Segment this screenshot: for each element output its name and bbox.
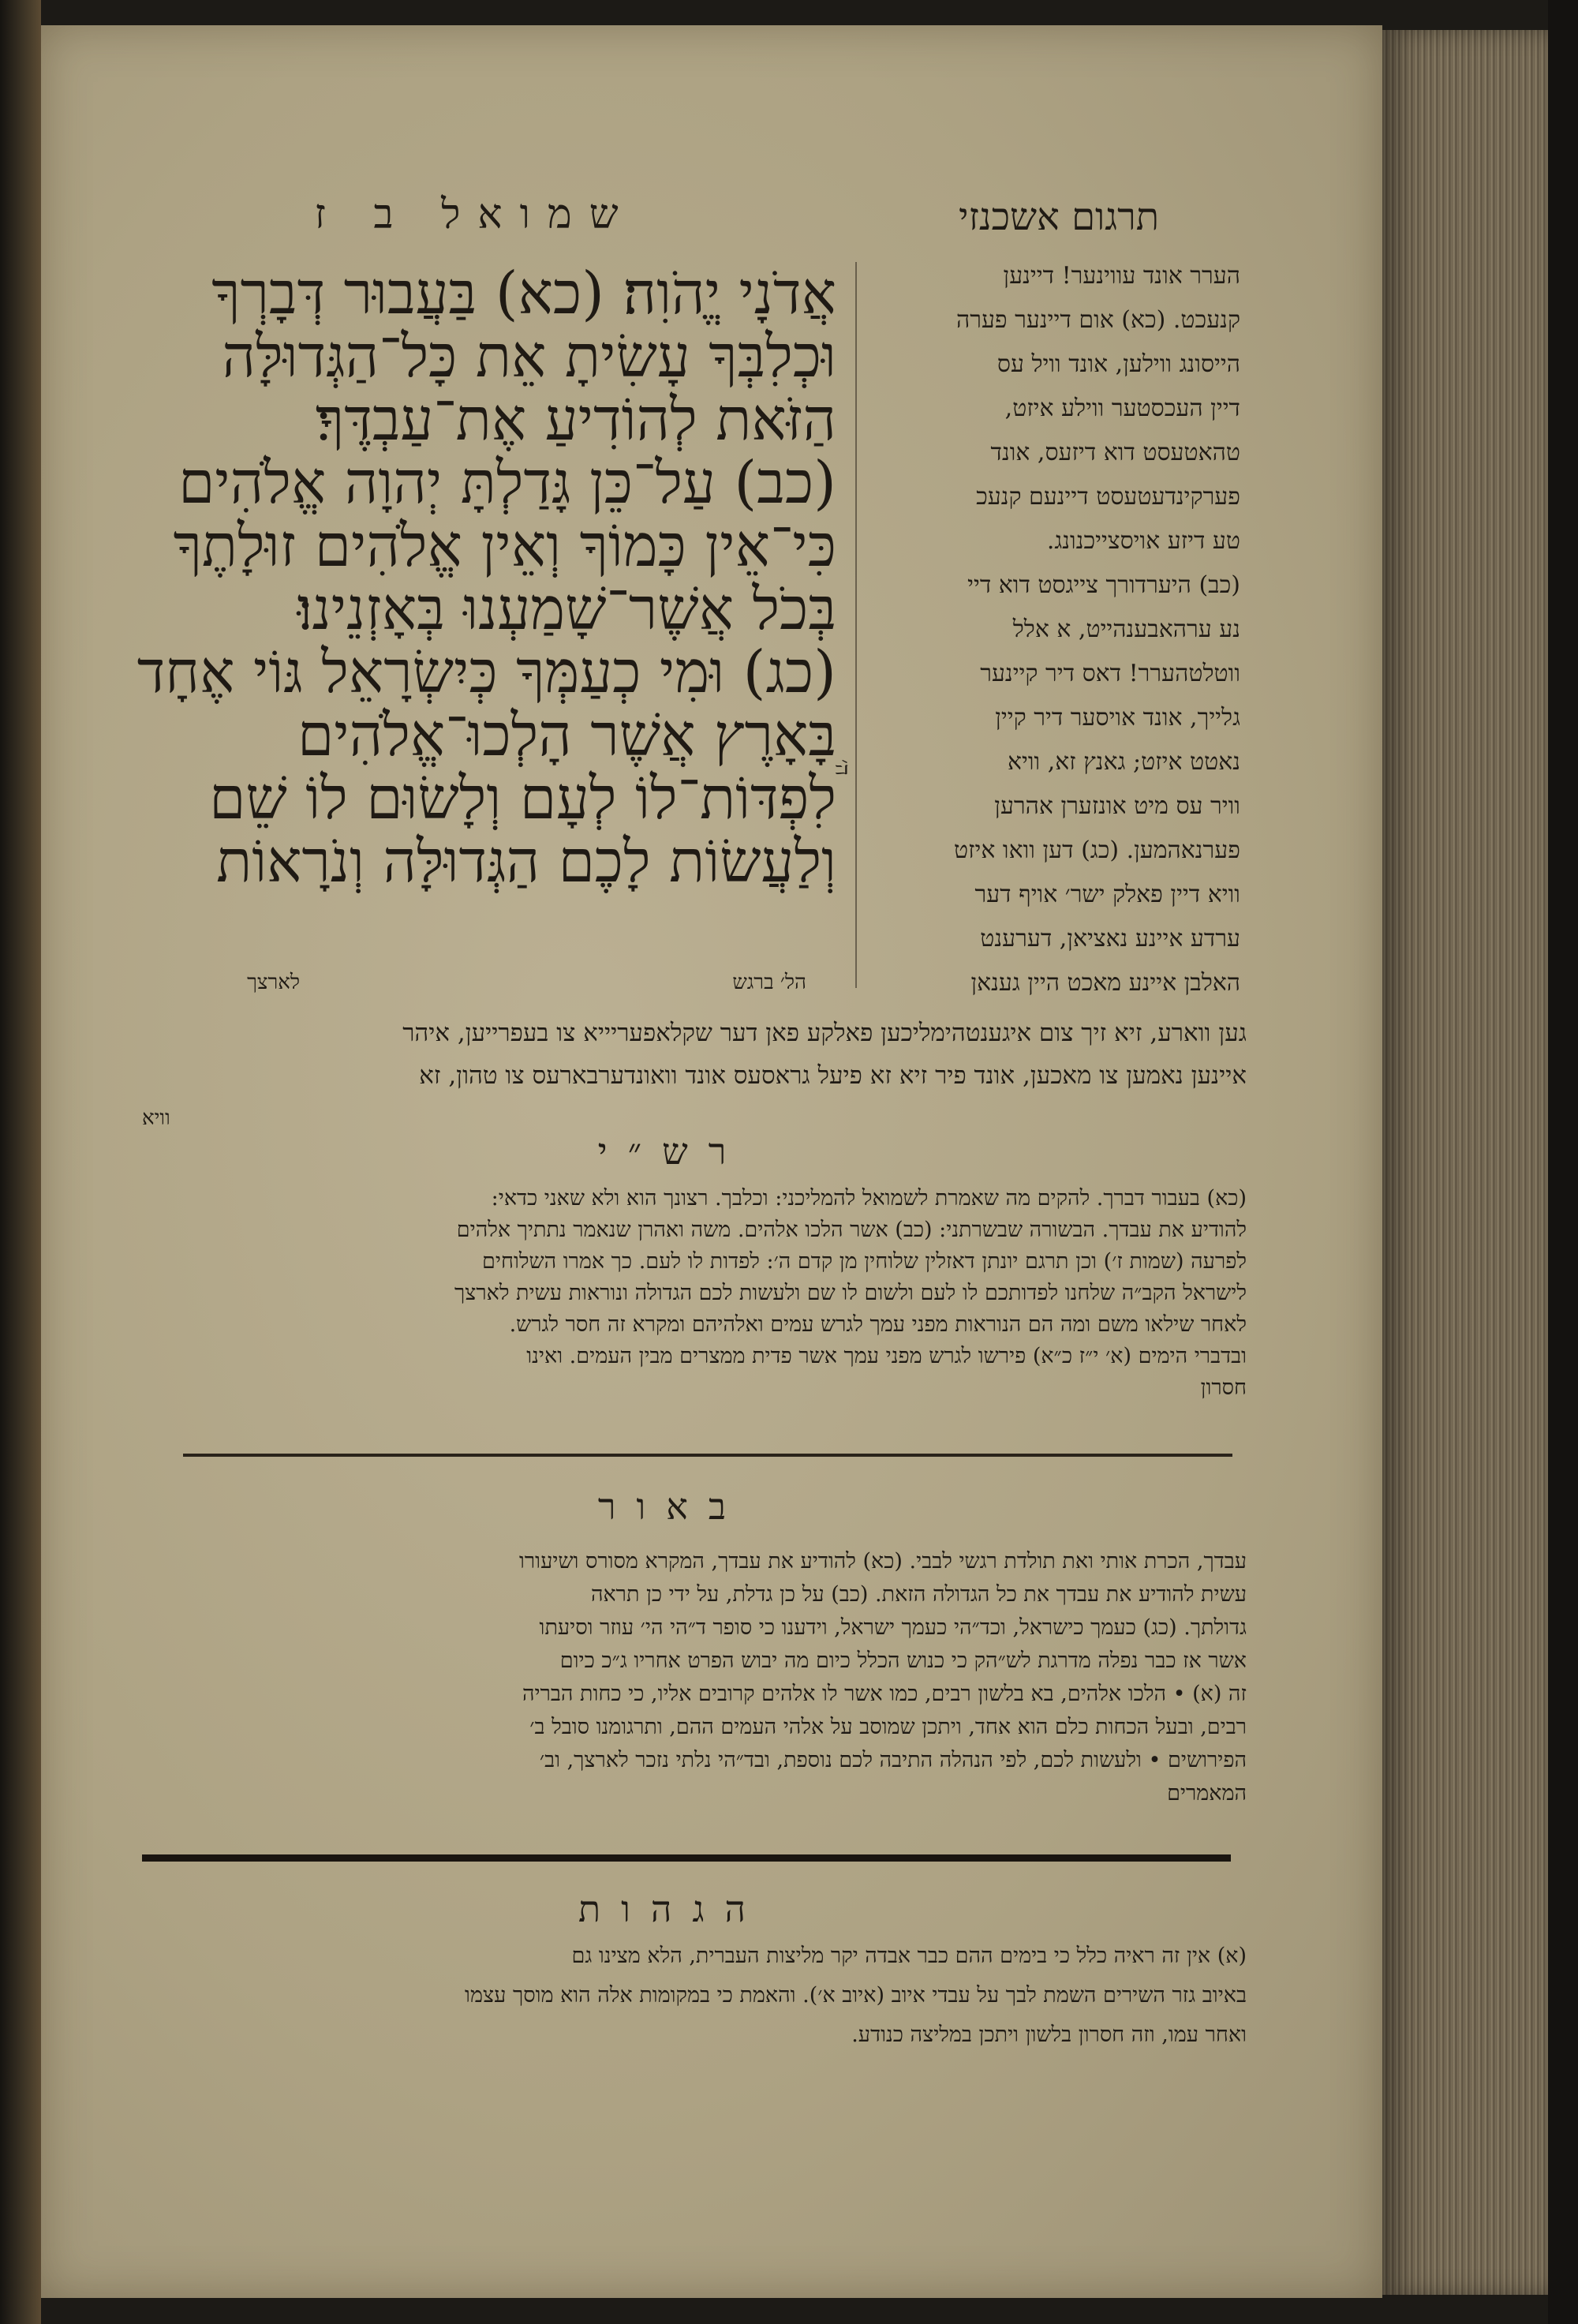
hagahot-line: (א) אין זה ראיה כלל כי בימים ההם כבר אבדה יקר מליצות העברית, הלא מצינו גם <box>571 1944 1247 1968</box>
biur-line: עשית להודיע את עבדך את כל הגדולה הזאת. (כב) על כן גדלת, על ידי כן תראה <box>590 1582 1247 1607</box>
rashi-line: ובדברי הימים (א׳ י״ז כ״א) פירשו לגרש מפני עמך אשר פדית ממצרים מבין העמים. ואינו <box>526 1344 1247 1368</box>
column-divider <box>855 262 857 988</box>
biur-line: אשר אז כבר נפלה מדרגת לש״הק כי כנוש הכלל כיום מה יבוש הפרט אחריו ג״כ כיום <box>559 1649 1247 1673</box>
running-head-targum: תרגום אשכנזי <box>958 195 1159 239</box>
hagahot-line: ואחר עמו, וזה חסרון בלשון ויתכן במליצה כנודע. <box>851 2023 1247 2047</box>
hagahot-line: באיוב גזר השירים השמת לבך על עבדי איוב (איוב א׳). והאמת כי במקומות אלה הוא מוסך עצמו <box>465 1983 1247 2008</box>
rashi-line: לאחר שילאו משם ומה הם הנוראות מפני עמך לגרש עמים ואלהיהם ומקרא זה חסר לגרש. <box>509 1312 1247 1337</box>
page-stack-edge <box>1382 30 1548 2295</box>
rashi-line: חסרון <box>1200 1375 1247 1400</box>
targum-line: ווטלטהערר! דאס דיר קיינער <box>980 660 1240 687</box>
margin-note: ה׳ <box>830 759 854 776</box>
targum-line: נע ערהאבענהייט, א אלל <box>1012 616 1240 643</box>
targum-line: דיין העכסטער ווילע איזט, <box>1004 395 1240 422</box>
rashi-title: רש״י <box>597 1130 747 1173</box>
targum-line: וויא דיין פאלק ישר׳ אויף דער <box>974 881 1240 908</box>
rashi-line: לפרעה (שמות ז׳) וכן תרגם יונתן דאזלין שלוחין מן קדם ה׳: לפדות לו לעם. כך אמרו השלוחים <box>482 1249 1247 1274</box>
section-rule <box>183 1454 1232 1457</box>
targum-line: (כב) היערדורך צייגסט דוא דיי <box>967 571 1240 599</box>
rashi-line: (כא) בעבור דברך. להקים מה שאמרת לשמואל להמליכני: וכלבך. רצונך הוא ולא שאני כדאי: <box>491 1186 1247 1211</box>
targum-line: טע דיזע אויסצייכנונג. <box>1046 527 1240 555</box>
bible-line: וְלַעֲשׂוֹת לָכֶם הַגְּדוּלָּה וְנֹרָאוֹת <box>216 828 836 896</box>
book-binding-edge <box>0 0 41 2324</box>
targum-full-line: גען ווארע, זיא זיך צום איגענטהימליכען פאלקע פאן דער שקלאפעריייא צו בעפרייען, איהר <box>402 1019 1247 1047</box>
bible-catchword-right: הל׳ ברגש <box>732 971 806 994</box>
targum-line: קנעכט. (כא) אום דיינער פערה <box>955 306 1240 334</box>
bible-line: הַזֹּאת לְהוֹדִיעַ אֶת־עַבְדֶּךָ׃ <box>315 386 836 454</box>
biur-title: באור <box>597 1485 747 1528</box>
biur-line: עבדך, הכרת אותי ואת תולדת רגשי לבבי. (כא) להודיע את עבדך, המקרא מסורס ושיעורו <box>518 1549 1247 1574</box>
hagahot-title: הגהות <box>578 1888 766 1930</box>
bible-catchword-left: לארצך <box>247 971 300 994</box>
running-head-book: שמואל ב ז <box>314 191 636 238</box>
biur-line: המאמרים <box>1167 1781 1247 1806</box>
bible-line: וּכְלִבְּךָ עָשִׂיתָ אֵת כָּל־הַגְּדוּלָּה <box>222 323 836 391</box>
biur-line: רבים, ובעל הכחות כלם הוא אחד, ויתכן שמוסב על אלהי העמים ההם, ותרגומנו סובל ב׳ <box>529 1715 1247 1739</box>
biur-line: הפירושים • ולעשות לכם, לפי הנהלה התיבה לכם נוספת, ובד״הי נלתי נזכר לארצך, וב׳ <box>539 1748 1247 1772</box>
background-edge <box>1548 0 1578 2324</box>
targum-line: פערנאהמען. (כג) דען וואו איזט <box>954 836 1240 864</box>
targum-full-line: איינען נאמען צו מאכען, אונד פיר זיא זא פיעל גראסעס אונד וואונדערבארעס צו טהון, זא <box>419 1061 1247 1090</box>
targum-line: גלייך, אונד אויסער דיר קיין <box>995 704 1240 732</box>
rashi-line: לישראל הקב״ה שלחנו לפדותכם לו לעם ולשום לו שם ולעשות לכם הגדולה ונוראות עשית לארצך <box>454 1281 1247 1305</box>
bible-line: כִּי־אֵין כָּמוֹךָ וְאֵין אֱלֹהִים זוּלָתֶךָ <box>173 512 836 580</box>
targum-line: הערר אונד עווינער! דיינען <box>1003 262 1240 290</box>
targum-line: וויר עס מיט אונזערן אהרען <box>994 792 1240 820</box>
bible-line: (כב) עַל־כֵּן גָּדַלְתָּ יְהוָה אֱלֹהִים <box>178 449 836 517</box>
targum-line: הייסונג ווילען, אונד וויל עס <box>997 350 1240 378</box>
rashi-line: להודיע את עבדך. הבשורה שבשרתני: (כב) אשר הלכו אלהים. משה ואהרן שנאמר נתתיך אלהים <box>456 1218 1247 1242</box>
section-rule-thick <box>142 1854 1231 1862</box>
biur-line: גדולתך. (כג) כעמך כישראל, וכד״הי כעמך ישראל, וידענו כי סופר ד״הי הי׳ עוזר וסיעתו <box>539 1615 1247 1640</box>
bible-line: לִפְדּוֹת־לוֹ לְעָם וְלָשׂוּם לוֹ שֵׁם <box>209 765 836 833</box>
book-page <box>41 25 1382 2298</box>
targum-line: ערדע איינע נאציאן, דערענט <box>980 925 1240 952</box>
targum-catchword: וויא <box>142 1106 170 1130</box>
targum-line: נאטט איזט; גאנץ זא, וויא <box>1007 748 1240 776</box>
bible-line: בְּכֹל אֲשֶׁר־שָׁמַעְנוּ בְּאָזְנֵינוּ׃ <box>297 575 836 643</box>
targum-line: האלבן איינע מאכט היין גענאן <box>970 969 1240 997</box>
targum-line: פערקינדעטעסט דיינעם קנעכ <box>976 483 1240 511</box>
biur-line: זה (א) • הלכו אלהים, בא בלשון רבים, כמו אשר לו אלהים קרובים אליו, כי כחות הבריה <box>522 1682 1247 1706</box>
bible-line: אֲדֹנָי יֱהֹוִה׃ (כא) בַּעֲבוּר דְּבָרְךָ <box>211 260 836 327</box>
targum-line: טהאטעסט דוא דיזעס, אונד <box>990 439 1240 466</box>
bible-line: בָּאָרֶץ אֲשֶׁר הָלְכוּ־אֱלֹהִים <box>297 702 836 769</box>
bible-line: (כג) וּמִי כְעַמְּךָ כְּיִשְׂרָאֵל גּוֹי אֶחָד <box>136 638 836 706</box>
